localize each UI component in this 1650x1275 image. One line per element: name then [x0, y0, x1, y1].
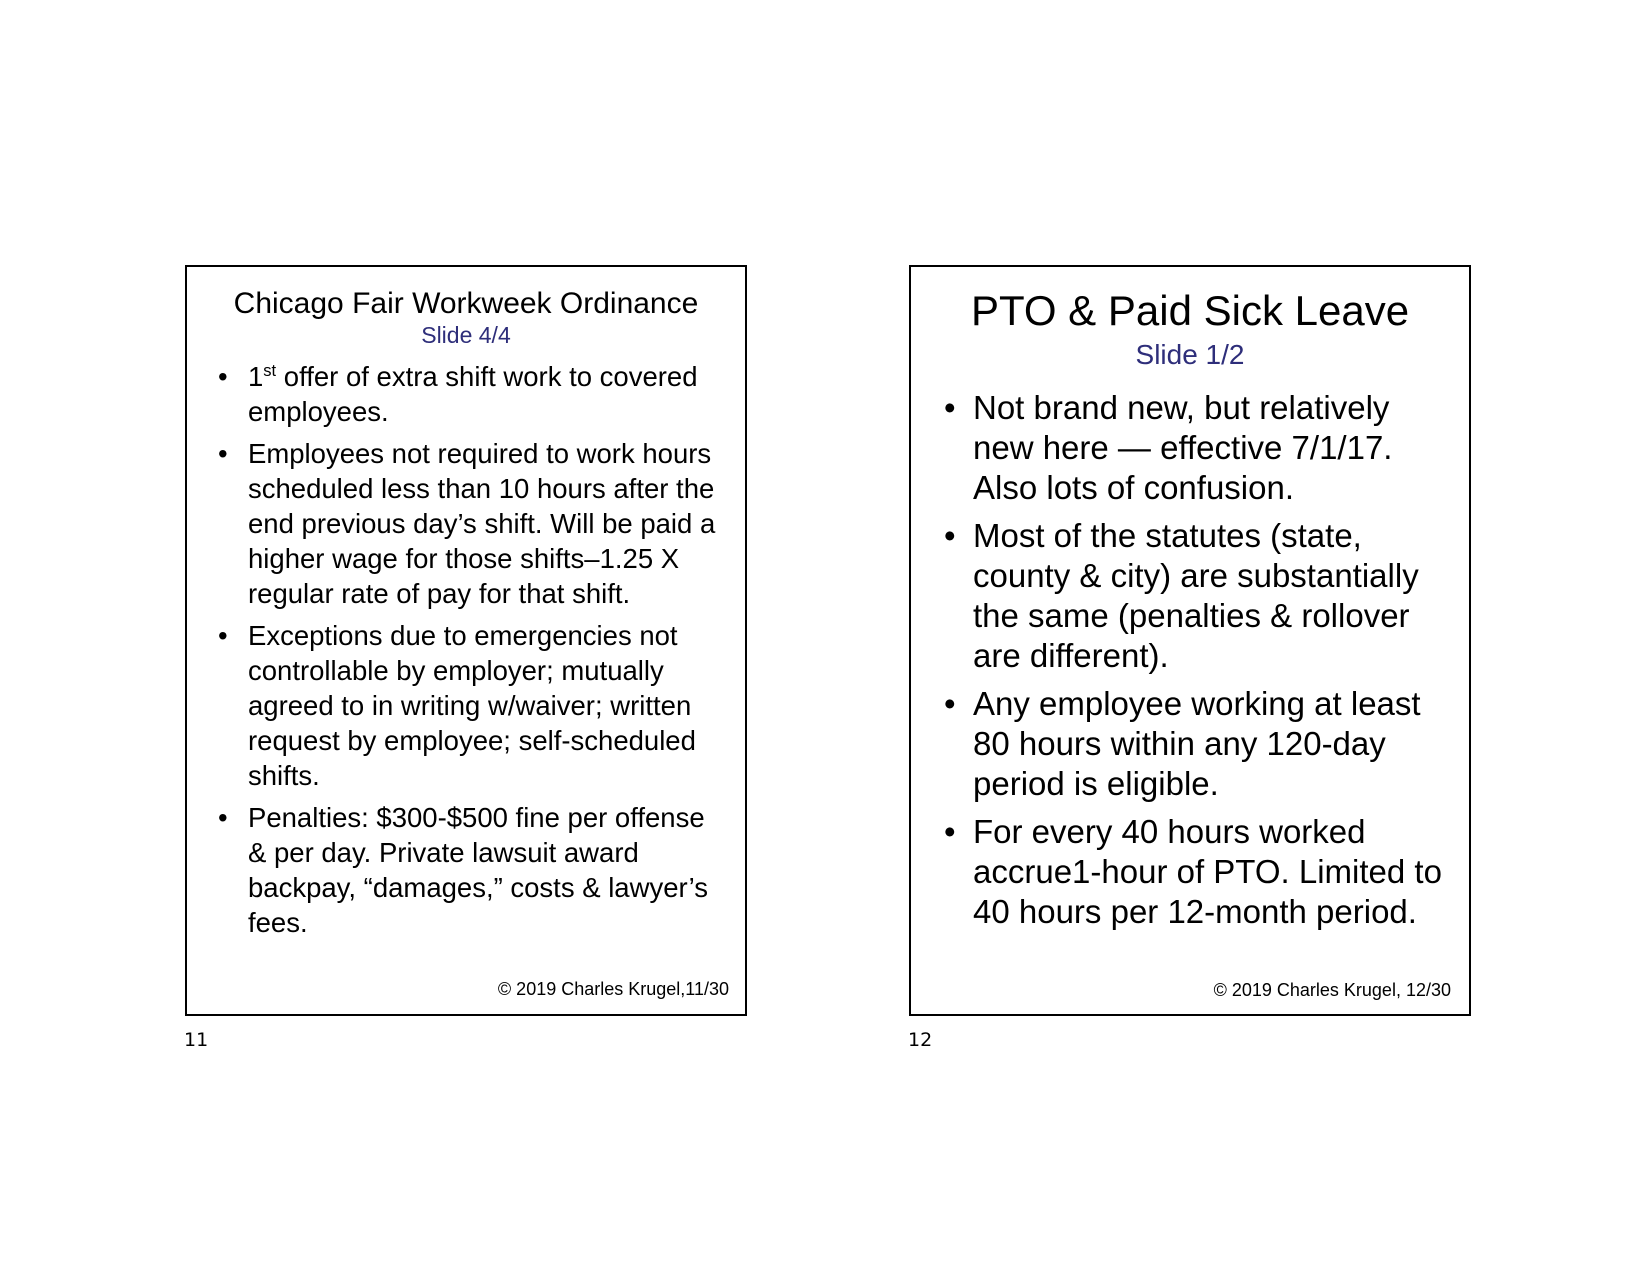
slide-title: PTO & Paid Sick Leave: [970, 287, 1410, 334]
bullet-text: Most of the statutes (state, county & city) are substantially the same (penalties & rollover are different).: [973, 517, 1419, 674]
bullet-dot-icon: •: [944, 813, 956, 850]
slide-title: Chicago Fair Workweek Ordinance: [233, 287, 699, 320]
bullet-item: [944, 812, 1451, 932]
page-number: 12: [908, 1029, 933, 1051]
bullet-prefix: 1: [248, 361, 264, 392]
slide-subtitle: Slide 4/4: [421, 322, 511, 348]
bullet-text: Exceptions due to emergencies not controllable by employer; mutually agreed to in writing w/waiver; written request by employee; self-scheduled shifts.: [248, 620, 696, 791]
bullet-text: offer of extra shift work to covered employees.: [248, 361, 698, 427]
bullet-dot-icon: •: [944, 517, 956, 554]
slide-11: [185, 265, 747, 1016]
bullet-item: [218, 800, 725, 940]
bullet-dot-icon: •: [944, 685, 956, 722]
bullet-list: [187, 359, 745, 940]
bullet-dot-icon: •: [218, 620, 228, 651]
slide-subtitle: Slide 1/2: [1135, 339, 1245, 370]
bullet-item: [944, 684, 1451, 804]
bullet-text: Not brand new, but relatively new here — effective 7/1/17. Also lots of confusion.: [973, 389, 1393, 506]
bullet-list: [911, 388, 1469, 932]
bullet-item: [218, 618, 725, 793]
page-number: 11: [184, 1029, 209, 1051]
bullet-dot-icon: •: [944, 389, 956, 426]
bullet-superscript: st: [263, 361, 277, 380]
bullet-item: [944, 388, 1451, 508]
slide-footer-copyright: © 2019 Charles Krugel, 12/30: [1213, 980, 1451, 1000]
bullet-dot-icon: •: [218, 361, 228, 392]
bullet-item: [218, 436, 725, 611]
bullet-text: Penalties: $300-$500 fine per offense & per day. Private lawsuit award backpay, “damages,” costs & lawyer’s fees.: [248, 802, 709, 938]
bullet-item: [218, 359, 725, 429]
slide-12: [909, 265, 1471, 1016]
bullet-item: [944, 516, 1451, 676]
bullet-text: For every 40 hours worked accrue1-hour of PTO. Limited to 40 hours per 12-month period.: [973, 813, 1442, 930]
slide-footer-copyright: © 2019 Charles Krugel,11/30: [497, 979, 729, 999]
bullet-dot-icon: •: [218, 802, 228, 833]
bullet-text: Any employee working at least 80 hours within any 120-day period is eligible.: [973, 685, 1421, 802]
bullet-text: Employees not required to work hours scheduled less than 10 hours after the end previous day’s shift. Will be paid a higher wage for those shifts–1.25 X regular rate of pay for that shift.: [248, 438, 716, 609]
bullet-dot-icon: •: [218, 438, 228, 469]
